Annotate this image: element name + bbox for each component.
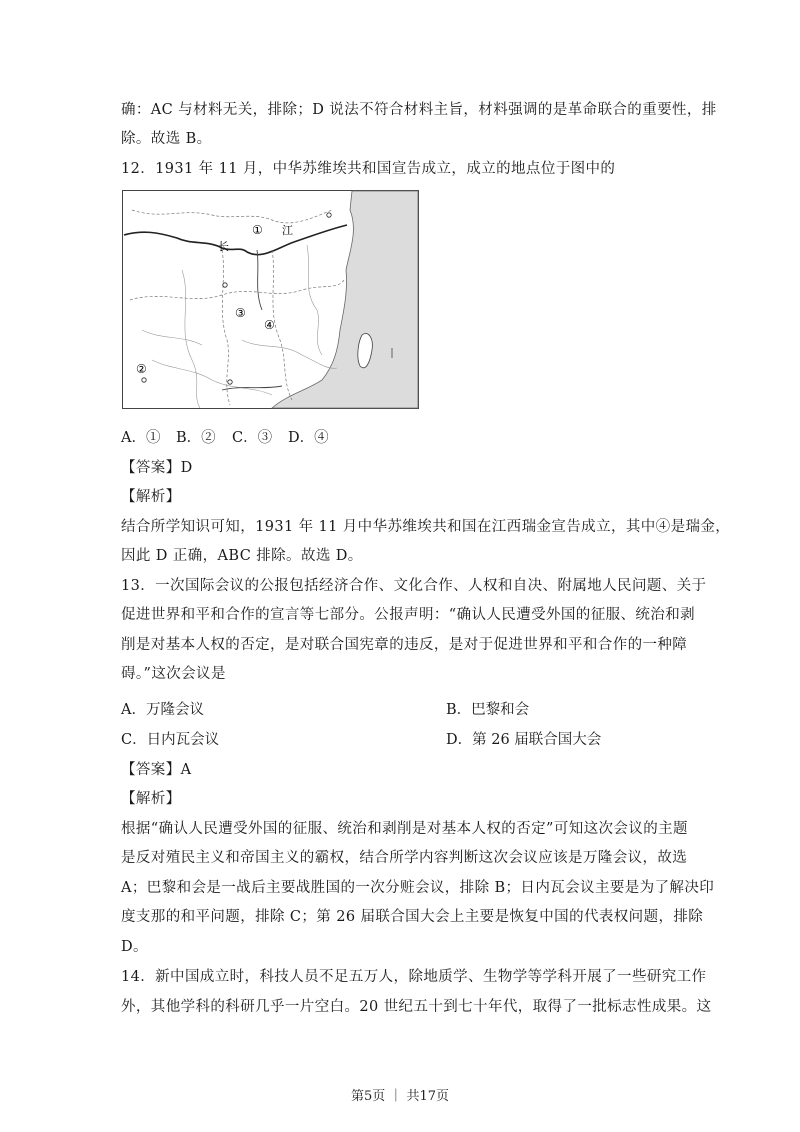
q13-analysis-title: 【解析】 bbox=[121, 791, 181, 807]
map-label-4: ④ bbox=[264, 318, 275, 332]
question-14-stem: 外，其他学科的科研几乎一片空白。20 世纪五十到七十年代，取得了一批标志性成果。这 bbox=[121, 999, 712, 1015]
q12-answer: 【答案】D bbox=[121, 460, 193, 476]
map-label-chang: 长 bbox=[218, 240, 229, 253]
q12-option-d: D．④ bbox=[288, 430, 329, 446]
q12-analysis: 因此 D 正确，ABC 排除。故选 D。 bbox=[121, 548, 363, 564]
question-13-stem: 13．一次国际会议的公报包括经济合作、文化合作、人权和自决、附属地人民问题、关于 bbox=[121, 578, 707, 594]
map-svg bbox=[122, 190, 419, 409]
page-footer: 第5页 ｜ 共17页 bbox=[350, 1089, 450, 1104]
q13-answer: 【答案】A bbox=[121, 762, 192, 778]
q13-analysis: 根据“确认人民遭受外国的征服、统治和剥削是对基本人权的否定”可知这次会议的主题 bbox=[121, 821, 688, 837]
text-line: 除。故选 B。 bbox=[121, 131, 212, 147]
q13-analysis: 是反对殖民主义和帝国主义的霸权，结合所学内容判断这次会议应该是万隆会议，故选 bbox=[121, 850, 688, 866]
map-label-1: ① bbox=[252, 223, 263, 237]
q13-analysis: A；巴黎和会是一战后主要战胜国的一次分赃会议，排除 B；日内瓦会议主要是为了解决印 bbox=[121, 880, 715, 896]
map-label-2: ② bbox=[136, 362, 147, 376]
question-13-stem: 削是对基本人权的否定，是对联合国宪章的违反，是对于促进世界和平和合作的一种障 bbox=[121, 637, 688, 653]
q13-analysis: D。 bbox=[121, 939, 148, 955]
q13-option-d: D．第 26 届联合国大会 bbox=[446, 732, 602, 748]
q12-option-b: B．② bbox=[176, 430, 216, 446]
q13-option-a: A．万隆会议 bbox=[121, 702, 204, 718]
question-13-stem: 促进世界和平和合作的宣言等七部分。公报声明：“确认人民遭受外国的征服、统治和剥 bbox=[121, 607, 696, 623]
q12-analysis-title: 【解析】 bbox=[121, 489, 181, 505]
map-label-3: ③ bbox=[235, 306, 246, 320]
text-line: 确：AC 与材料无关，排除；D 说法不符合材料主旨，材料强调的是革命联合的重要性，排 bbox=[121, 102, 717, 118]
question-12-stem: 12．1931 年 11 月，中华苏维埃共和国宣告成立，成立的地点位于图中的 bbox=[121, 161, 616, 177]
question-13-stem: 碍。”这次会议是 bbox=[121, 666, 226, 682]
q12-option-c: C．③ bbox=[232, 430, 273, 446]
q13-analysis: 度支那的和平问题，排除 C；第 26 届联合国大会上主要是恢复中国的代表权问题，排除 bbox=[121, 909, 704, 925]
q12-analysis: 结合所学知识可知，1931 年 11 月中华苏维埃共和国在江西瑞金宣告成立，其中④是瑞金， bbox=[121, 519, 731, 535]
q12-option-a: A．① bbox=[121, 430, 161, 446]
map-label-jiang: 江 bbox=[282, 224, 293, 237]
q13-option-b: B．巴黎和会 bbox=[446, 702, 530, 718]
q13-option-c: C．日内瓦会议 bbox=[121, 732, 220, 748]
china-map-figure bbox=[122, 190, 419, 409]
question-14-stem: 14．新中国成立时，科技人员不足五万人，除地质学、生物学等学科开展了一些研究工作 bbox=[121, 969, 707, 985]
